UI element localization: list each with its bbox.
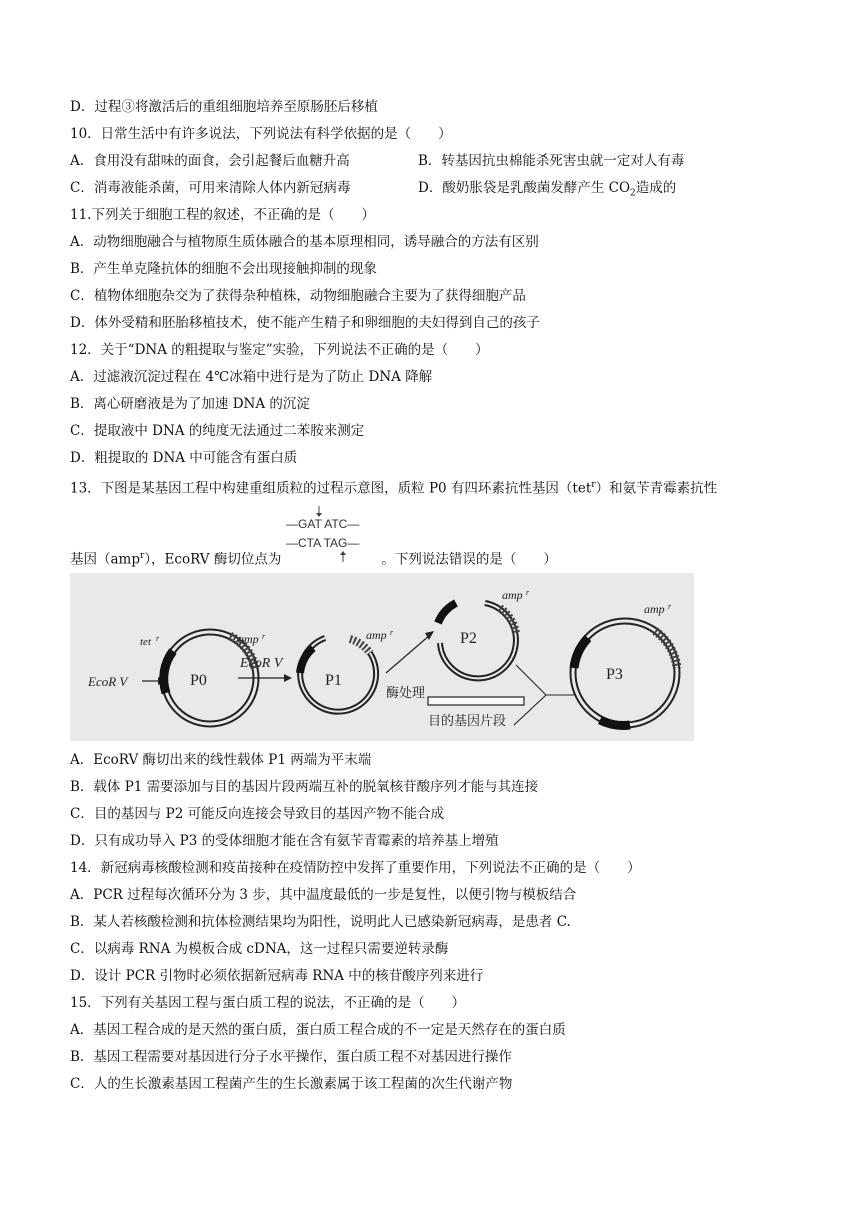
q12-option-d: D．粗提取的 DNA 中可能含有蛋白质	[70, 450, 298, 466]
q15-option-a: A．基因工程合成的是天然的蛋白质，蛋白质工程合成的不一定是天然存在的蛋白质	[70, 1022, 566, 1038]
q15-option-c: C．人的生长激素基因工程菌产生的生长激素属于该工程菌的次生代谢产物	[70, 1076, 513, 1092]
ampr-label-p1: amp	[366, 628, 387, 642]
ampr-sup-p1: r	[390, 628, 394, 637]
q11-option-c: C．植物体细胞杂交为了获得杂种植株，动物细胞融合主要为了获得细胞产品	[70, 288, 526, 304]
plasmid-construction-figure	[70, 573, 694, 741]
q14-option-d: D．设计 PCR 引物时必须依据新冠病毒 RNA 中的核苷酸序列来进行	[70, 968, 484, 984]
q15-stem: 15．下列有关基因工程与蛋白质工程的说法，不正确的是（ ）	[70, 995, 466, 1011]
cut-site-bottom-strand: —CTA TAG—	[286, 536, 360, 550]
q10-stem: 10．日常生活中有许多说法，下列说法有科学依据的是（ ）	[70, 126, 452, 142]
q9-option-d: D．过程③将激活后的重组细胞培养至原肠胚后移植	[70, 99, 378, 115]
cut-site-top-strand: —GAT ATC—	[286, 517, 360, 531]
q14-option-c: C．以病毒 RNA 为模板合成 cDNA，这一过程只需要逆转录酶	[70, 941, 449, 957]
plasmid-p3	[573, 621, 677, 725]
q11-stem: 11.下列关于细胞工程的叙述，不正确的是（ ）	[70, 207, 375, 223]
plasmid-p2	[438, 603, 516, 678]
q13-option-b: B．载体 P1 需要添加与目的基因片段两端互补的脱氧核苷酸序列才能与其连接	[70, 779, 539, 795]
q13-option-c: C．目的基因与 P2 可能反向连接会导致目的基因产物不能合成	[70, 806, 445, 822]
q11-option-a: A．动物细胞融合与植物原生质体融合的基本原理相同，诱导融合的方法有区别	[70, 234, 539, 250]
q10-option-b: B．转基因抗虫棉能杀死害虫就一定对人有毒	[418, 153, 685, 169]
p0-label: P0	[190, 672, 207, 689]
q12-option-c: C．提取液中 DNA 的纯度无法通过二苯胺来测定	[70, 423, 365, 439]
q13-option-a: A．EcoRV 酶切出来的线性载体 P1 两端为平末端	[70, 752, 372, 768]
ampr-sup-p3: r	[668, 602, 672, 611]
q10-option-a: A．食用没有甜味的面食，会引起餐后血糖升高	[70, 153, 350, 169]
ecorv-left-label: EcoR V	[88, 674, 128, 689]
ampr-sup-p0: r	[262, 632, 266, 641]
q13-stem-line2: 基因（amp$^r$），EcoRV 酶切位点为 。下列说法错误的是（ ）	[70, 551, 557, 568]
ampr-sup-p2: r	[526, 588, 530, 597]
q11-option-b: B．产生单克隆抗体的细胞不会出现接触抑制的现象	[70, 261, 377, 277]
tet-label: tet	[140, 636, 151, 648]
q14-option-a: A．PCR 过程每次循环分为 3 步，其中温度最低的一步是复性，以便引物与模板结合	[70, 887, 577, 903]
q13-option-d: D．只有成功导入 P3 的受体细胞才能在含有氨苄青霉素的培养基上增殖	[70, 833, 499, 849]
p3-label: P3	[606, 666, 623, 683]
q15-option-b: B．基因工程需要对基因进行分子水平操作，蛋白质工程不对基因进行操作	[70, 1049, 512, 1065]
q14-option-b: B．某人若核酸检测和抗体检测结果均为阳性，说明此人已感染新冠病毒，是患者 C.	[70, 914, 571, 930]
q10-option-c: C．消毒液能杀菌，可用来清除人体内新冠病毒	[70, 180, 351, 196]
ampr-label-p0: amp	[238, 632, 259, 646]
fragment-label: 目的基因片段	[428, 713, 507, 728]
target-gene-fragment	[428, 697, 524, 705]
q14-stem: 14．新冠病毒核酸检测和疫苗接种在疫情防控中发挥了重要作用，下列说法不正确的是（ ）	[70, 860, 641, 876]
enzyme-label: 酶处理	[386, 685, 426, 700]
q12-option-a: A．过滤液沉淀过程在 4℃冰箱中进行是为了防止 DNA 降解	[70, 369, 433, 385]
tet-sup: r	[156, 634, 160, 643]
figure-graphics	[70, 573, 694, 741]
p1-label: P1	[325, 672, 342, 689]
q12-option-b: B．离心研磨液是为了加速 DNA 的沉淀	[70, 396, 310, 412]
ecorv-arrow-label: EcoR V	[240, 656, 283, 671]
q13-stem-line1: 13．下图是某基因工程中构建重组质粒的过程示意图，质粒 P0 有四环素抗性基因（tet$^r$）和氨苄青霉素抗性	[70, 480, 718, 497]
ampr-label-p3: amp	[644, 602, 665, 616]
q10-option-d: D．酸奶胀袋是乳酸菌发酵产生 $CO_2$造成的	[418, 180, 677, 199]
q11-option-d: D．体外受精和胚胎移植技术，使不能产生精子和卵细胞的夫妇得到自己的孩子	[70, 315, 540, 331]
q12-stem: 12．关于“DNA 的粗提取与鉴定”实验，下列说法不正确的是（ ）	[70, 342, 489, 358]
ampr-label-p2: amp	[502, 588, 523, 602]
p2-label: P2	[460, 630, 477, 647]
